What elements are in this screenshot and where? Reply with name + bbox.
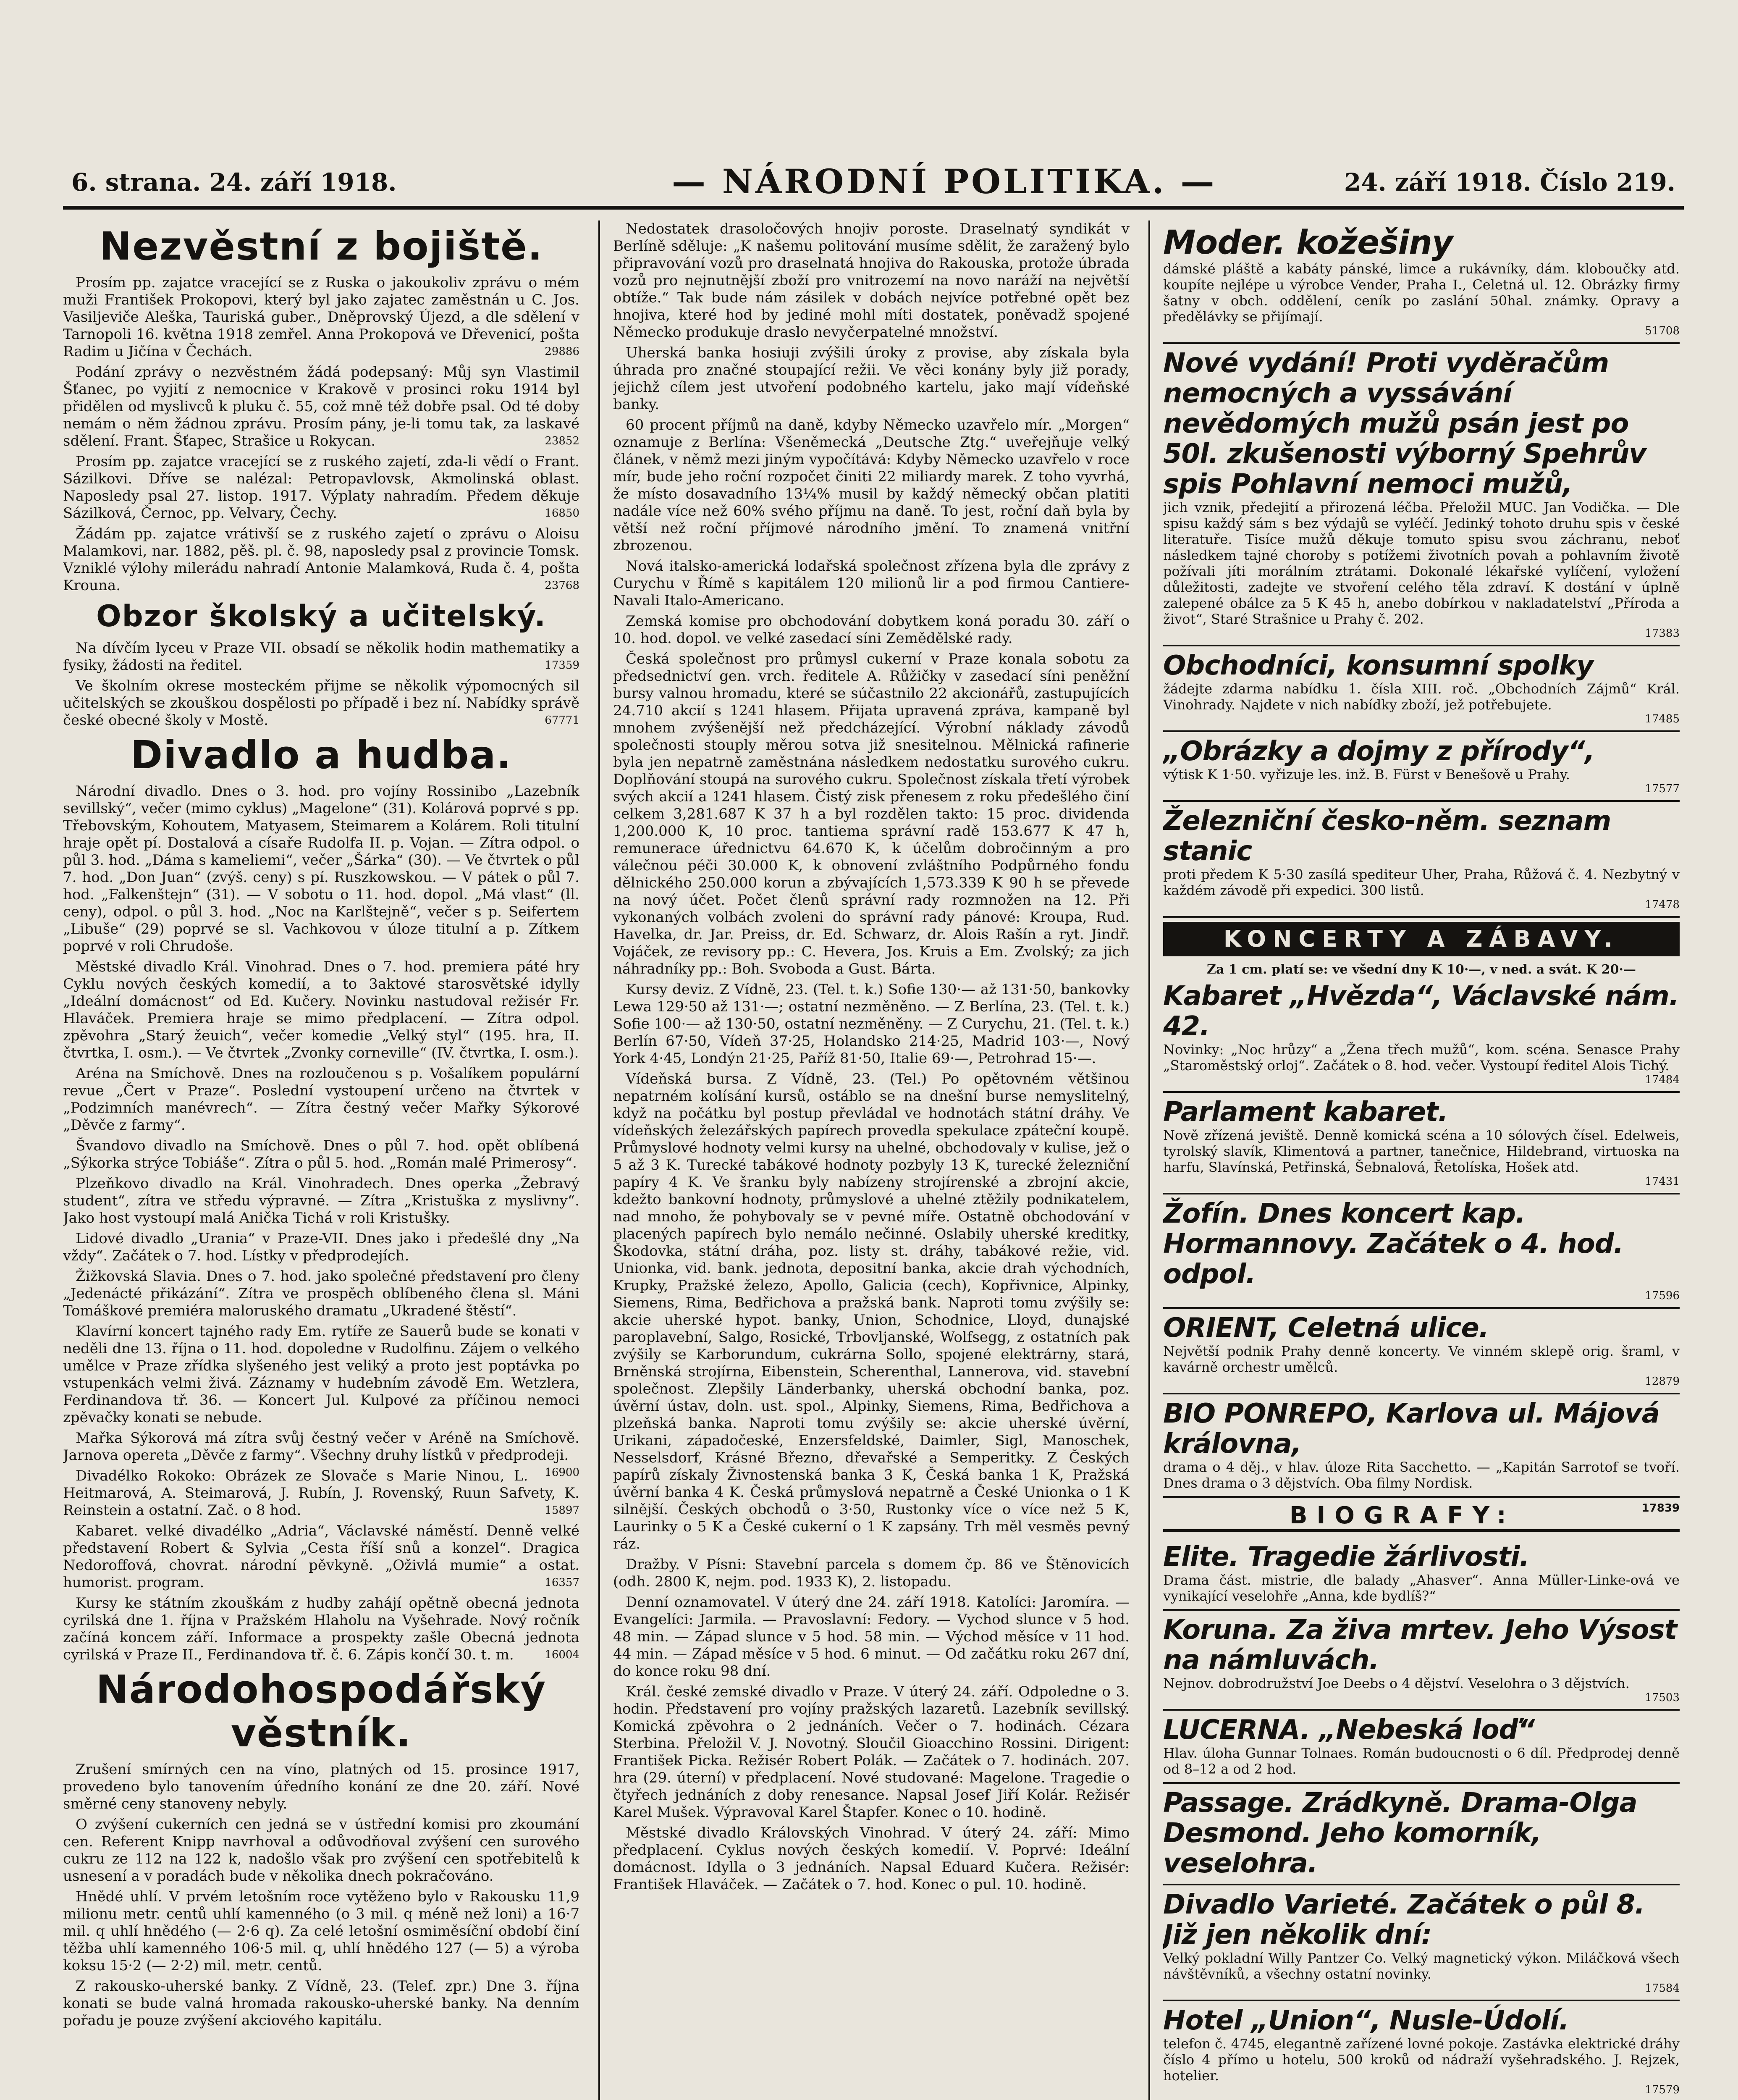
notice [63,1522,579,1591]
article-paragraph: Vídeňská bursa. Z Vídně, 23. (Tel.) Po opětovném většinou nepatrném kolísání kursů, ostáblo se na dnešní burse nemyslitelný, když na počátku byl postup převládal ve hodnotách státní dráhy. Ve vídeňských železářských papírech provedla spekulace zpáteční koupě. Průmyslové hodnoty velmi kursy na uhelné, obchodovaly v kulise, jež o 5 až 3 K. Turecké tabákové hodnoty pozbyly 13 K, turecké železniční papíry 4 K. Ve šranku byly nabízeny strojírenské a zbrojní akcie, kdežto bankovní hodnoty, průmyslové a uhelné ztěžily podnikatelem, nad mnoho, že pohybovaly se v pevné míře. Ostatně obchodování v placených papírech bylo nemálo nečinné. Oslabily uherské kreditky, Škodovka, státní dráha, poz. listy st. dráhy, tabákové režie, vid. Unionka, vid. bank. jednota, depositní banka, akcie drah východních, Krupky, Pražské železo, Apollo, Galicia (cech), Kopřivnice, Alpinky, Siemens, Rima, Bedřichova a pražská bank. Naproti tomu zvýšily se: akcie uherské hypot. banky, Union, Schodnice, Lloyd, dunajské paroplavební, Salgo, Rosické, Trbovljanské, Wolfsegg, z ostatních pak zvýšily se Karborundum, cukrárna Sollo, spojené elektrárny, stará, Brněnská strojírna, Eibenstein, Scherenthal, Lannerova, vid. stavební společnost. Zlepšily Länderbanky, uherská obchodní banka, poz. úvěrní ústav, doln. ust. spol., Alpinky, Siemens, Rima, Bedřichova a plzeňská banka. Naproti tomu zvýšily se: akcie uherské úvěrní, Urikani, západočeské, Enzersfeldské, Daimler, Sigl, Manoschek, Nesselsdorf, Krásné Březno, dřevařské a Semperitky. Z Českých papírů získaly Živnostenská banka 3 K, Česká banka 1 K, Pražská úvěrní banka 4 K. Česká průmyslová nepatrně a České Unionka o 1 K silnější. Českých obchodů o 3·50, Rustonky více o více než 5 K, Laurinky o 5 K a České cukerní o 1 K zapsány. Trh měl vesměs pevný ráz. [613,1071,1130,1552]
advert-code: 51708 [1645,325,1680,337]
advert-text: Nejnov. dobrodružství Joe Deebs o 4 dějství. Veselohra o 3 dějstvích. [1163,1675,1630,1691]
page-number: 6. strana. [71,168,201,197]
advert-code: 17579 [1645,2084,1680,2096]
advert [1163,1611,1680,1711]
advert-headline: Nové vydání! Proti vyděračům nemocných a vyssávání nevědomých mužů psán jest po 50l. zkušenosti výborný Spehrův spis Pohlavní nemoci mužů, [1163,348,1646,500]
notice-code: 23852 [545,435,579,447]
section-heading-concerts: KONCERTY A ZÁBAVY. [1163,922,1680,956]
article-paragraph: Nová italsko-americká lodařská společnost zřízena byla dle zprávy z Curychu v Římě s kapitálem 120 milionů lir a pod firmou Cantiere-Navali Italo-Americano. [613,558,1130,609]
article-paragraph: Městské divadlo Královských Vinohrad. V úterý 24. září: Mimo předplacení. Cyklus nových českých komedií. V. Poprvé: Ideální domácnost. Idylla o 3 jednáních. Napsal Eduard Kučera. Režisér: František Hlaváček. — Začátek o 7. hod. Konec o pul. 10. hodině. [613,1824,1130,1893]
article-paragraph: Kursy deviz. Z Vídně, 23. (Tel. t. k.) Sofie 130·— až 131·50, bankovky Lewa 129·50 až 131·—; ostatní nezměněno. — Z Berlína, 23. (Tel. t. k.) Sofie 100·— až 130·50, ostatní nezměněny. — Z Curychu, 21. (Tel. t. k.) Berlín 67·50, Vídeň 37·25, Holandsko 214·25, Madrid 103·—, Nový York 4·45, Londýn 21·25, Paříž 81·50, Italie 69·—, Petrohrad 15·—. [613,981,1130,1067]
notice-code: 17359 [545,659,579,672]
notice [63,1467,579,1519]
advert-headline: ORIENT, Celetná ulice. [1163,1312,1489,1344]
advert [1163,732,1680,802]
advert-headline: Koruna. Za živa mrtev. Jeho Výsost na námluvách. [1163,1614,1677,1676]
notice-code: 23768 [545,579,579,592]
section-heading-theatre: Divadlo a hudba. [130,732,512,777]
advert [1163,344,1680,646]
notice-text: Mařka Sýkorová má zítra svůj čestný večer v Aréně na Smíchově. Jarnova opereta „Děvče z farmy“. Všechny druhy lístků v předprodeji. [63,1430,579,1464]
advert-text: proti předem K 5·30 zasílá spediteur Uher, Praha, Růžová č. 4. Nezbytný v každém závodě při expedici. 300 listů. [1163,866,1680,898]
advert-headline: Železniční česko-něm. seznam stanic [1163,806,1611,867]
advert-headline: Kabaret „Hvězda“, Václavské nám. 42. [1163,981,1679,1042]
notice-code: 16850 [545,507,579,520]
notice-code: 67771 [545,714,579,727]
article-paragraph: Národní divadlo. Dnes o 3. hod. pro vojíny Rossinibo „Lazebník sevillský“, večer (mimo cyklus) „Magelone“ (31). Kolárová poprvé s pp. Třebovským, Kohoutem, Matyasem, Steimarem a Kolárem. Roli titulní hraje opět pí. Dostalová a císaře Rudolfa II. p. Vojan. — Zítra odpol. o půl 3. hod. „Dáma s kameliemi“, večer „Šárka“ (30). — Ve čtvrtek o půl 7. hod. „Don Juan“ (zvýš. ceny) s pí. Ruszkowskou. — V pátek o půl 7. hod. „Falkenštejn“ (31). — V sobotu o 11. hod. dopol. „Má vlast“ (ll. ceny), odpol. o půl 3. hod. „Noc na Karlštejně“, večer s p. Seifertem „Libuše“ (29) poprvé se sl. Vachkovou v úloze titulní a p. Zítkem poprvé v roli Chrudoše. [63,783,579,955]
advert-headline: Elite. Tragedie žárlivosti. [1163,1541,1529,1572]
advert-text: žádejte zdarma nabídku 1. čísla XIII. roč. „Obchodních Zájmů“ Král. Vinohrady. Najdete v nich nabídky zboží, jež potřebujete. [1163,681,1680,713]
article-paragraph: Z rakousko-uherské banky. Z Vídně, 23. (Telef. zpr.) Dne 3. října konati se bude valná hromada rakousko-uherské banky. Na denním pořadu je pouze zvýšení akciového kapitálu. [63,1978,579,2029]
column-rule [598,220,600,2100]
advert-code: 17478 [1645,898,1680,911]
article-paragraph: Aréna na Smíchově. Dnes na rozloučenou s p. Vošalíkem populární revue „Čert v Praze“. Poslední vystoupení určeno na čtvrtek v „Podzimních manévrech“. — Zítra čestný večer Mařky Sýkorové „Děvče z farmy“. [63,1065,579,1134]
advert-code: 17431 [1645,1175,1680,1188]
section-heading-school: Obzor školský a učitelský. [96,599,546,633]
article-paragraph: Dražby. V Písni: Stavební parcela s domem čp. 86 ve Štěnovicích (odh. 2800 K, nejm. pod. 1933 K), 2. listopadu. [613,1556,1130,1590]
advert-text: Velký pokladní Willy Pantzer Co. Velký magnetický výkon. Miláčková všech návštěvníků, a všechny ostatní novinky. [1163,1950,1680,1982]
article-paragraph: Nedostatek drasoločových hnojiv poroste. Draselnatý syndikát v Berlíně sděluje: „K našemu politování musíme sdělit, že zaražený bylo připravování vozů pro draselnatá hnojiva do Rakouska, protože úbrada vozů pro nejnutnější zboží pro vnitrozemí na novo naráží na největší obtíže.“ Tak bude nám zásilek v dobách nejvíce potřebné opět bez hnojiva, které hod by jediné mohl míti dostatek, poněvadž spojené Německo produkuje draslo nevyčerpatelné množství. [613,220,1130,341]
advert-headline: Obchodníci, konsumní spolky [1163,650,1594,681]
article-paragraph: Městské divadlo Král. Vinohrad. Dnes o 7. hod. premiera páté hry Cyklu nových českých komedií, a to 3aktové starosvětské idylly „Ideální domácnost“ od Ed. Kučery. Novinku nastudoval režisér Fr. Hlaváček. Premiera hraje se mimo předplacení. — Zítra odpol. zpěvohra „Starý žeuich“, večer komedie „Velký styl“ (195. hra, II. čtvrtka, I. osm.). — Ve čtvrtek „Zvonky corneville“ (IV. čtvrtka, I. osm.). [63,958,579,1061]
advert-headline: Passage. Zrádkyně. Drama-Olga Desmond. Jeho komorník, veselohra. [1163,1788,1637,1879]
column-1 [63,220,579,2100]
issue-date-right: 24. září 1918. Číslo 219. [1344,168,1675,197]
notice [63,677,579,729]
notice-text: Podání zprávy o nezvěstném žádá podepsaný: Můj syn Vlastimil Šťanec, po vyjití z nemocnice v Krakově v prosinci roku 1914 byl přidělen od myslivců k pluku č. 55, což mně též dobře psal. Od té doby nemám o něm žádnou zprávu. Prosím pány, je-li tomu tak, za laskavé sdělení. Frant. Šťapec, Strašice u Rokycan. [63,364,579,449]
advert-text: dámské pláště a kabáty pánské, limce a rukávníky, dám. kloboučky atd. koupíte nejlépe u výrobce Vender, Praha I., Celetná ul. 12. Obrázky firmy šatny v obch. oddělení, ceník po zaslání 50hal. známky. Opravy a předělávky se přijímají. [1163,261,1680,325]
page-header [63,160,1684,210]
advert-headline: Moder. kožešiny [1163,224,1453,262]
notice-code: 16004 [545,1648,579,1661]
notice-text: Prosím pp. zajatce vracející se z Ruska o jakoukoliv zprávu o mém muži František Prokopovi, který byl jako zajatec zaměstnán u C. Jos. Vasiljeviče Aleška, Tauriská guber., Dněprovský Újezd, a dle sdělení v Tarnopoli 16. května 1918 zemřel. Anna Prokopová ve Dřevenicí, pošta Radim u Jičína v Čechách. [63,274,579,360]
notice-code: 15897 [545,1504,579,1517]
article-paragraph: Zrušení smírných cen na víno, platných od 15. prosince 1917, provedeno bylo tanovením úředního konání ze dne 20. září. Nové směrné ceny stanoveny nebyly. [63,1761,579,1812]
notice [63,453,579,522]
article-paragraph: Denní oznamovatel. V úterý dne 24. září 1918. Katolíci: Jaromíra. — Evangelíci: Jarmila. — Pravoslavní: Fedory. — Vychod slunce v 5 hod. 48 min. — Západ slunce v 5 hod. 58 min. — Východ měsíce v 11 hod. 44 min. — Západ měsíce v 5 hod. 6 minut. — Od začátku roku 267 dní, do konce roku 98 dní. [613,1594,1130,1680]
notice-text: Ve školním okrese mosteckém přijme se několik výpomocných sil učitelských se zkouškou dospělosti po případě i bez ní. Nabídky správě české obecné školy v Mostě. [63,677,579,729]
advert-text: Největší podnik Prahy denně koncerty. Ve vinném sklepě orig. šraml, v kavárně orchestr umělců. [1163,1343,1680,1375]
advert-headline: Parlament kabaret. [1163,1097,1448,1128]
notice [63,364,579,450]
advert [1163,220,1680,344]
notice [63,1595,579,1664]
column-3-ads [1163,220,1680,2100]
advert-headline: „Obrázky a dojmy z přírody“, [1163,736,1595,767]
section-heading-economy: Národohospodářský věstník. [96,1667,547,1756]
advert-text: Novinky: „Noc hrůzy“ a „Žena třech mužů“, kom. scéna. Senasce Prahy „Staroměstský orloj“. Začátek o 8. hod. večer. Vystoupí ředitel Alois Tichý. [1163,1042,1680,1074]
article-paragraph: Uherská banka hosiuji zvýšili úroky z provise, aby získala byla úhrada pro značné stoupající režii. Ve věci konány byly již porady, jejichž cílem jest utvoření podobného kartelu, jako mají vídeňské banky. [613,344,1130,413]
column-2 [613,220,1130,2100]
article-paragraph: Král. české zemské divadlo v Praze. V úterý 24. září. Odpoledne o 3. hodin. Představení pro vojíny pražských lazaretů. Lazebník sevillský. Komická zpěvohra o 2 jednáních. Večer o 7. hodinách. Cézara Sterbina. Přeložil V. J. Novotný. Sloučil Gioacchino Rossini. Dirigent: František Picka. Režisér Robert Polák. — Začátek o 7. hodinách. 207. hra (29. úterní) v předplacení. Nové studované: Magelone. Tragedie o čtyřech jednáních z doby renesance. Napsal Josef Jiří Kolár. Režisér Karel Mušek. Výpravoval Karel Štapfer. Konec o 10. hodině. [613,1683,1130,1821]
notice-code: 29886 [545,345,579,358]
notice-text: Divadélko Rokoko: Obrázek ze Slovače s Marie Ninou, L. Heitmarová, A. Steimarová, J. Rubín, J. Rovenský, Ruun Safvety, K. Reinstein a ostatní. Zač. o 8 hod. [63,1467,579,1519]
section-code: 17839 [1641,1502,1680,1515]
article-paragraph: Česká společnost pro průmysl cukerní v Praze konala sobotu za předsednictví gen. vrch. ředitele A. Růžičky v zasedací síni peněžní bursy valnou hromadu, které se súčastnilo 22 akcionářů, zastupujících 24.710 akcií s 1241 hlasem. Přijata upravená zpráva, kampaně byl mnohem zvýšenější než předcházející. Výrobní náklady závodů společnosti stouply měrou sotva již snesitelnou. Mělnická rafinerie byla jen nepatrně zaměstnána následkem nedostatku surového cukru. Doplňování stoupá na surového cukru. Společnost získala třetí výrobek svých akcií a 1241 hlasem. Čistý zisk přenesem z roku předešlého činí celkem 3,281.687 K 37 h a byl rozdělen takto: 15 proc. dividenda 1,200.000 K, 10 proc. tantiema správní radě 153.677 K 47 h, remunerace úřednictvu 64.670 K, k účelům dobročinným a pro válečnou péči 30.000 K, k obnovení zvláštního Podpůrného fondu dělnického 250.000 korun a zbývajících 1,573.339 K 90 h se převede na nový účet. Počet členů správní rady rozmnožen na 12. Při vykonaných volbách zvoleni do správní rady pánové: Kroupa, Rud. Havelka, dr. Jar. Preiss, dr. Ed. Schwarz, dr. Alois Rašín a ryt. Jindř. Vojáček, ze revisory pp.: C. Hevera, Jos. Kruis a Em. Zvolský; za jich náhradníky pp.: Boh. Svoboda a Gust. Bárta. [613,651,1130,977]
advert-code: 17584 [1645,1982,1680,1995]
advert-code: 17577 [1645,782,1680,795]
advert [1163,1885,1680,2001]
notice-text: Žádám pp. zajatce vrátivší se z ruského zajetí o zprávu o Aloisu Malamkovi, nar. 1882, pěš. pl. č. 98, naposledy psal z provincie Tomsk. Vzniklé výlohy milerádu nahradí Antonie Malamková, Ruda č. 4, pošta Krouna. [63,525,579,594]
article-paragraph: Lidové divadlo „Urania“ v Praze-VII. Dnes jako i předešlé dny „Na vždy“. Začátek o 7. hod. Lístky v předprodejích. [63,1230,579,1264]
advert-text: Hlav. úloha Gunnar Tolnaes. Román budoucnosti o 6 díl. Předprodej denně od 8–12 a od 2 hod. [1163,1745,1680,1777]
notice-text: Kursy ke státním zkouškám z hudby zahájí opětně obecná jednota cyrilská dne 1. října v Pražském Hlaholu na Vyšehrade. Nový ročník začíná koncem září. Informace a prospekty zašle Obecná jednota cyrilská v Praze II., Ferdinandova tř. č. 6. Zápis končí 30. t. m. [63,1595,579,1663]
advert-text: drama o 4 děj., v hlav. úloze Rita Sacchetto. — „Kapitán Sarrotof se tvoří. Dnes drama o 3 dějstvích. Oba filmy Nordisk. [1163,1459,1680,1491]
section-heading-missing: Nezvěstní z bojiště. [99,224,543,269]
notice-text: Na dívčím lyceu v Praze VII. obsadí se několik hodin mathematiky a fysiky, žádosti na ředitel. [63,640,579,674]
advert-code: 17484 [1645,1074,1680,1086]
advert [1163,1711,1680,1784]
newspaper-page [63,160,1684,2100]
advert [1163,646,1680,732]
issue-date-left: 24. září 1918. [209,168,397,197]
notice [63,525,579,594]
notice [63,640,579,674]
article-paragraph: Zemská komise pro obchodování dobytkem koná poradu 30. září o 10. hod. dopol. ve velké zasedací síni Zemědělské rady. [613,613,1130,647]
advert [1163,2001,1680,2100]
advert [1163,1194,1680,1309]
advert-text: Nově zřízená jeviště. Denně komická scéna a 10 sólových čísel. Edelweis, tyrolský slavík, Klimentová a partner, tanečnice, Hildebrand, virtuoska na harfu, Slavínská, Petřinská, Šebnalová, Řetolíska, Hošek atd. [1163,1127,1680,1175]
section-heading-cinemas [1163,1502,1680,1532]
advert-headline: Hotel „Union“, Nusle-Údolí. [1163,2005,1569,2036]
notice [63,274,579,360]
advert-code: 17596 [1645,1289,1680,1302]
advert-text: výtisk K 1·50. vyřizuje les. inž. B. Fürst v Benešově u Prahy. [1163,766,1570,782]
notice-code: 16357 [545,1576,579,1589]
notice-code: 16900 [545,1466,579,1479]
advert-headline: LUCERNA. „Nebeská loď“ [1163,1714,1535,1746]
newspaper-title: — NÁRODNÍ POLITIKA. — [672,162,1217,201]
advert-headline: Žofín. Dnes koncert kap. Hormannovy. Začátek o 4. hod. odpol. [1163,1198,1623,1290]
rate-line: Za 1 cm. platí se: ve všední dny K 10·—, v ned. a svát. K 20·— [1206,962,1636,977]
advert-code: 17485 [1645,713,1680,725]
column-rule [1148,220,1150,2100]
notice-text: Kabaret. velké divadélko „Adria“, Václavské náměstí. Denně velké představení Robert & Sylvia „Cesta říší snů a konzel“. Dragica Nedoroffová, chovrat. národní pěvkyně. „Oživlá mumie“ a ostat. humorist. program. [63,1522,579,1591]
advert [1163,1394,1680,1498]
notice-text: Prosím pp. zajatce vracející se z ruského zajetí, zda-li vědí o Frant. Sázilkovi. Dříve se nalézal: Petropavlovsk, Akmolinská oblast. Naposledy psal 27. listop. 1917. Výplaty nahradím. Předem děkuje Sázilková, Černoc, pp. Velvary, Čechy. [63,453,579,522]
article-paragraph: 60 procent příjmů na daně, kdyby Německo uzavřelo mír. „Morgen“ oznamuje z Berlína: Všeněmecká „Deutsche Ztg.“ uveřejňuje velký článek, v němž mezi jiným vypočítává: Kdyby Německo uzavřelo v roce mír, bude jeho roční rozpočet činiti 22 miliardy marek. Z toho vyvrhá, že místo dosavadního 13¼% musil by každý německý občan platiti nadále více než 60% svého příjmu na daně. To jest, roční daň byla by větší než roční příjmové národního jmění. To znamená vnitřní zbrozenou. [613,417,1130,554]
advert-text: Drama část. mistrie, dle balady „Ahasver“. Anna Müller-Linke-ová ve vynikající veselohře „Anna, kde bydlíš?“ [1163,1572,1680,1604]
advert-headline: Divadlo Varieté. Začátek o půl 8. Již jen několik dní: [1163,1889,1645,1950]
article-paragraph: Hnědé uhlí. V prvém letošním roce vytěženo bylo v Rakousku 11,9 milionu metr. centů uhlí kamenného (o 3 mil. q méně než loni) a 16·7 mil. q uhlí hnědého (— 2·6 q). Za celé letošní osmiměsíční období činí těžba uhlí kamenného 106·5 mil. q, uhlí hnědého 127 (— 5) a výroba koksu 15·2 (— 2·2) mil. metr. centů. [63,1888,579,1974]
advert [1163,1784,1680,1885]
header-page-date [71,168,397,197]
advert-code: 17503 [1645,1691,1680,1704]
article-paragraph: Klavírní koncert tajného rady Em. rytíře ze Sauerů bude se konati v neděli dne 13. října o 11. hod. dopoledne v Rudolfinu. Zájem o velkého umělce v Praze zřídka slyšeného jest veliký a proto jest poptávka po vstupenkách velmi živá. Záznamy v hudebním závodě Em. Wetzlera, Ferdinandova tř. 36. — Koncert Jul. Kulpové za příčinou nemoci zpěvačky konati se nebude. [63,1323,579,1426]
notice [63,1430,579,1479]
article-paragraph: Švandovo divadlo na Smíchově. Dnes o půl 7. hod. opět oblíbená „Sýkorka strýce Tobiáše“. Zítra o půl 5. hod. „Román malé Primerosy“. [63,1137,579,1171]
advert-headline: BIO PONREPO, Karlova ul. Májová královna, [1163,1398,1659,1460]
advert-code: 12879 [1645,1375,1680,1388]
advert-text: jich vznik, předejití a přirozená léčba. Přeložil MUC. Jan Vodička. — Dle spisu každý sám s bez výdajů se vyléčí. Jedinký tohoto druhu spis v české literatuře. Tisíce mužů děkuje tomuto spisu svou záchranu, neboť následkem tajné choroby s potížemi životních povah a pohlavním životě požívali jíti morálním ztrátami. Dokonalé lékařské vylíčení, vyložení důležitosti, zadejte ve stvoření celého těla zdraví. K dostání v úplně zalepené obálce za 5 K 45 h, anebo dobírkou v nakladatelství „Příroda a život“, Staré Strašnice u Prahy č. 202. [1163,499,1680,627]
article-paragraph: O zvýšení cukerních cen jedná se v ústřední komisi pro zkoumání cen. Referent Knipp navrhoval a odůvodňoval zvýšení cen surového cukru ze 112 na 122 k, nadošlo však pro zvýšení cen spotřebitelů k usnesení a v poradách bude v několika dnech pokračováno. [63,1816,579,1885]
article-paragraph: Žižkovská Slavia. Dnes o 7. hod. jako společné představení pro členy „Jedenácté přikázání“. Zítra ve prospěch oblíbeného člena sl. Máni Tomáškové premiéra maloruského dramatu „Ukradené štěstí“. [63,1268,579,1319]
advert-code: 17383 [1645,627,1680,640]
advert-text: telefon č. 4745, elegantně zařízené lovné pokoje. Zastávka elektrické dráhy číslo 4 přímo u hotelu, 500 kroků od nádraží vyšehradského. J. Rejzek, hotelier. [1163,2036,1680,2084]
advert [1163,1309,1680,1394]
advert [1163,977,1680,1093]
section-heading-cinemas-label: BIOGRAFY: [1289,1502,1515,1529]
article-paragraph: Plzeňkovo divadlo na Král. Vinohradech. Dnes operka „Žebravý student“, zítra ve středu výpravné. — Zítra „Kristuška z myslivny“. Jako host vystoupí malá Anička Tichá v roli Kristušky. [63,1175,579,1226]
advert [1163,802,1680,918]
advert [1163,1093,1680,1194]
advert [1163,1538,1680,1611]
